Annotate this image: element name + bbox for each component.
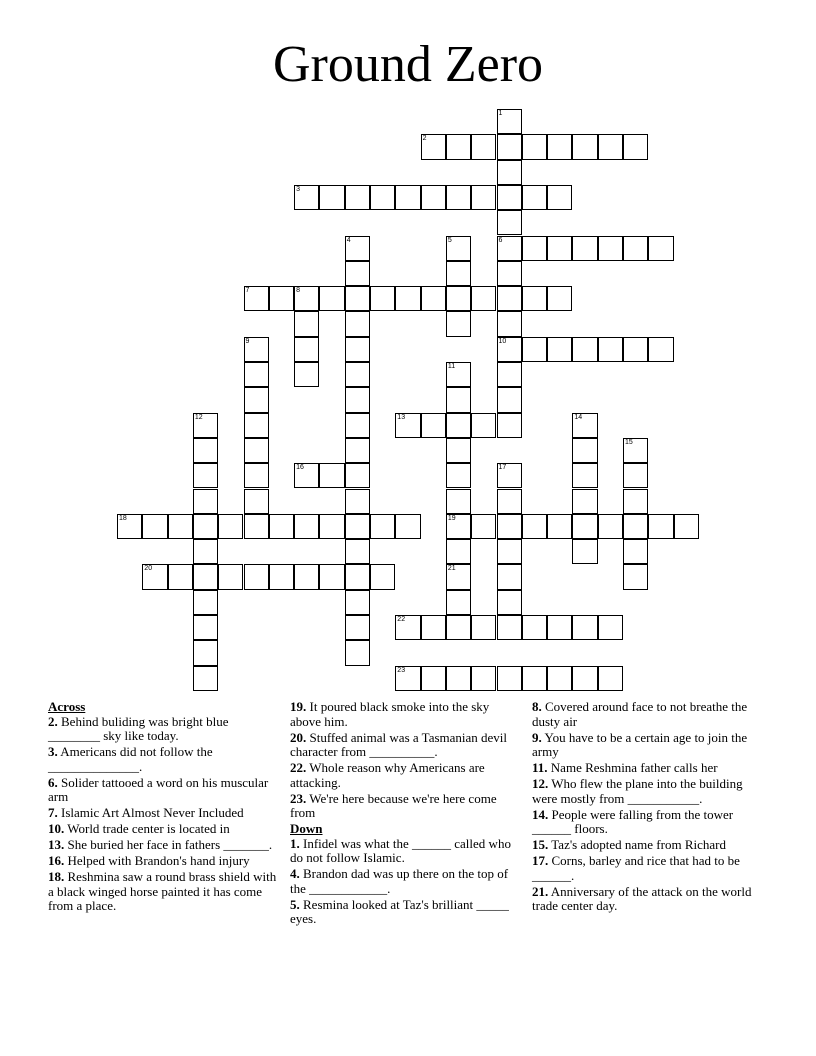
grid-cell[interactable] [446,666,471,691]
clue [532,885,764,914]
grid-cell[interactable] [497,539,522,564]
clue-text: Stuffed animal was a Tasmanian devil character from __________. [290,729,508,759]
grid-cell[interactable] [674,514,699,539]
grid-cell[interactable] [345,286,370,311]
grid-cell[interactable] [547,666,572,691]
grid-cell[interactable] [319,514,344,539]
grid-cell[interactable] [395,666,420,691]
clue-number: 2 [422,135,427,143]
clue-label: 22. [290,760,307,775]
grid-cell[interactable] [244,387,269,412]
clue-label: 1. [290,835,300,851]
grid-cell[interactable] [497,615,522,640]
grid-cell[interactable] [294,311,319,336]
clue-label: 15. [532,837,549,852]
grid-cell[interactable] [395,514,420,539]
grid-cell[interactable] [497,463,522,488]
grid-cell[interactable] [193,438,218,463]
grid-cell[interactable] [345,463,370,488]
grid-cell[interactable] [193,489,218,514]
clue [48,715,280,744]
clue [532,731,764,760]
clue-text: Behind buliding was bright blue ________ sky like today. [48,713,229,743]
clue-number: 14 [574,413,583,421]
grid-cell[interactable] [497,160,522,185]
down-heading: Down [290,821,323,836]
clue-label: 2. [48,713,58,729]
grid-cell[interactable] [522,514,547,539]
clue-text: People were falling from the tower ______ floors. [532,806,734,836]
grid-cell[interactable] [446,311,471,336]
grid-cell[interactable] [421,615,446,640]
clues-column-2 [290,700,522,928]
grid-cell[interactable] [294,286,319,311]
clue-text: You have to be a certain age to join the army [532,729,748,759]
across-heading: Across [48,699,86,714]
grid-cell[interactable] [294,185,319,210]
grid-cell[interactable] [294,463,319,488]
clue-number: 21 [447,565,456,573]
grid-cell[interactable] [269,564,294,589]
grid-cell[interactable] [244,337,269,362]
clue-text: Resmina looked at Taz's brilliant _____ eyes. [290,896,509,926]
grid-cell[interactable] [623,134,648,159]
clue-label: 18. [48,869,65,884]
grid-cell[interactable] [446,514,471,539]
grid-cell[interactable] [572,489,597,514]
clue-label: 7. [48,805,58,820]
grid-cell[interactable] [319,185,344,210]
clue [532,761,764,776]
grid-cell[interactable] [623,564,648,589]
clue [290,761,522,790]
grid-cell[interactable] [471,514,496,539]
clue-number: 13 [397,413,406,421]
clue [48,854,280,869]
clue-number: 17 [498,464,507,472]
grid-cell[interactable] [522,185,547,210]
clue [48,745,280,774]
clue-text: Helped with Brandon's hand injury [64,853,250,868]
clue-label: 4. [290,866,300,881]
grid-cell[interactable] [244,514,269,539]
clue-number: 9 [245,337,250,345]
grid-cell[interactable] [446,539,471,564]
grid-cell[interactable] [244,564,269,589]
grid-cell[interactable] [193,463,218,488]
grid-cell[interactable] [446,362,471,387]
clue-text: Taz's adopted name from Richard [548,837,726,852]
grid-cell[interactable] [497,286,522,311]
grid-cell[interactable] [370,286,395,311]
clue-number: 1 [498,110,503,117]
clue-text: We're here because we're here come from [290,790,497,820]
grid-cell[interactable] [446,286,471,311]
clue-text: Corns, barley and rice that had to be ______. [532,853,740,883]
grid-cell[interactable] [345,590,370,615]
clue [532,808,764,837]
clue-text: Covered around face to not breathe the dusty air [532,699,748,729]
grid-cell[interactable] [572,337,597,362]
grid-cell[interactable] [623,236,648,261]
grid-cell[interactable] [421,185,446,210]
grid-cell[interactable] [471,413,496,438]
grid-cell[interactable] [345,514,370,539]
grid-cell[interactable] [345,311,370,336]
grid-cell[interactable] [497,362,522,387]
clue-number: 8 [296,287,300,295]
clue-number: 3 [296,185,300,193]
grid-cell[interactable] [294,362,319,387]
grid-cell[interactable] [522,666,547,691]
clue-label: 23. [290,790,307,806]
grid-cell[interactable] [598,337,623,362]
grid-cell[interactable] [572,615,597,640]
grid-cell[interactable] [244,463,269,488]
clue-text: She buried her face in fathers _______. [64,837,273,852]
grid-cell[interactable] [446,463,471,488]
grid-cell[interactable] [522,337,547,362]
grid-cell[interactable] [446,564,471,589]
grid-cell[interactable] [193,539,218,564]
clue-label: 13. [48,837,65,852]
grid-cell[interactable] [497,514,522,539]
grid-cell[interactable] [572,236,597,261]
clue [48,776,280,805]
grid-cell[interactable] [193,514,218,539]
clue [532,854,764,883]
clue-label: 12. [532,776,549,791]
clue-number: 19 [447,514,456,522]
grid-cell[interactable] [598,134,623,159]
grid-cell[interactable] [345,261,370,286]
grid-cell[interactable] [522,134,547,159]
grid-cell[interactable] [522,615,547,640]
clue-number: 18 [119,514,127,522]
grid-cell[interactable] [471,666,496,691]
clue-text: Who flew the plane into the building were mostly from ___________. [532,776,743,806]
grid-cell[interactable] [168,514,193,539]
grid-cell[interactable] [497,666,522,691]
grid-cell[interactable] [522,286,547,311]
grid-cell[interactable] [218,564,243,589]
grid-cell[interactable] [345,362,370,387]
clue [48,870,280,914]
grid-cell[interactable] [497,564,522,589]
grid-cell[interactable] [623,463,648,488]
grid-cell[interactable] [370,564,395,589]
grid-cell[interactable] [471,185,496,210]
grid-cell[interactable] [572,413,597,438]
grid-cell[interactable] [345,539,370,564]
clue-number: 22 [397,616,406,623]
clue-number: 10 [498,337,507,345]
grid-cell[interactable] [497,413,522,438]
clue-text: Whole reason why Americans are attacking. [290,760,485,790]
grid-cell[interactable] [269,286,294,311]
grid-cell[interactable] [497,210,522,235]
grid-cell[interactable] [522,236,547,261]
clue-number: 5 [447,236,452,244]
clue-label: 8. [532,699,542,714]
clue-number: 15 [625,438,633,446]
grid-cell[interactable] [446,261,471,286]
grid-cell[interactable] [370,185,395,210]
grid-cell[interactable] [572,438,597,463]
grid-cell[interactable] [598,514,623,539]
clue-number: 4 [346,236,351,244]
grid-cell[interactable] [345,185,370,210]
grid-cell[interactable] [218,514,243,539]
grid-cell[interactable] [345,438,370,463]
grid-cell[interactable] [547,337,572,362]
grid-cell[interactable] [497,387,522,412]
grid-cell[interactable] [471,134,496,159]
clue-label: 6. [48,774,58,790]
grid-cell[interactable] [497,236,522,261]
clue [290,898,522,927]
grid-cell[interactable] [446,438,471,463]
clues-column-3 [532,700,764,915]
grid-cell[interactable] [345,615,370,640]
grid-cell[interactable] [345,564,370,589]
grid-cell[interactable] [142,564,167,589]
grid-cell[interactable] [598,615,623,640]
clue [290,837,522,866]
grid-cell[interactable] [193,640,218,665]
grid-cell[interactable] [446,185,471,210]
clue [290,792,522,821]
clue-label: 14. [532,806,549,822]
grid-cell[interactable] [497,590,522,615]
grid-cell[interactable] [193,666,218,691]
clue-number: 23 [397,666,406,674]
clue [532,777,764,806]
clue-text: Anniversary of the attack on the world trade center day. [532,883,752,913]
grid-cell[interactable] [294,337,319,362]
clue-number: 20 [144,565,153,573]
clue [532,838,764,853]
grid-cell[interactable] [345,413,370,438]
grid-cell[interactable] [168,564,193,589]
grid-cell[interactable] [547,185,572,210]
grid-cell[interactable] [648,337,673,362]
grid-cell[interactable] [345,387,370,412]
grid-cell[interactable] [421,134,446,159]
clue [48,838,280,853]
grid-cell[interactable] [497,109,522,134]
grid-cell[interactable] [497,134,522,159]
clue-label: 3. [48,744,58,759]
grid-cell[interactable] [142,514,167,539]
clue [48,806,280,821]
grid-cell[interactable] [598,236,623,261]
clues-column-1 [48,700,280,915]
grid-cell[interactable] [648,236,673,261]
grid-cell[interactable] [319,286,344,311]
grid-cell[interactable] [497,311,522,336]
grid-cell[interactable] [193,615,218,640]
grid-cell[interactable] [446,489,471,514]
grid-cell[interactable] [446,134,471,159]
grid-cell[interactable] [117,514,142,539]
clue-label: 17. [532,853,549,868]
grid-cell[interactable] [572,539,597,564]
grid-cell[interactable] [244,438,269,463]
clue-label: 10. [48,821,65,836]
grid-cell[interactable] [497,337,522,362]
grid-cell[interactable] [319,564,344,589]
grid-cell[interactable] [244,362,269,387]
grid-cell[interactable] [623,438,648,463]
grid-cell[interactable] [345,236,370,261]
grid-cell[interactable] [345,640,370,665]
grid-cell[interactable] [547,615,572,640]
grid-cell[interactable] [395,286,420,311]
clue-text: Brandon dad was up there on the top of the ____________. [290,866,509,896]
grid-cell[interactable] [547,514,572,539]
grid-cell[interactable] [497,489,522,514]
grid-cell[interactable] [395,413,420,438]
clue-number: 11 [447,363,456,370]
grid-cell[interactable] [497,185,522,210]
clue-number: 6 [498,236,503,244]
grid-cell[interactable] [598,666,623,691]
grid-cell[interactable] [547,236,572,261]
grid-cell[interactable] [446,413,471,438]
grid-cell[interactable] [572,514,597,539]
grid-cell[interactable] [623,337,648,362]
grid-cell[interactable] [497,261,522,286]
puzzle-title: Ground Zero [272,36,544,93]
grid-cell[interactable] [244,413,269,438]
grid-cell[interactable] [547,286,572,311]
grid-cell[interactable] [446,387,471,412]
grid-cell[interactable] [623,489,648,514]
grid-cell[interactable] [623,539,648,564]
clue [290,731,522,760]
clue-text: Name Reshmina father calls her [547,760,718,775]
grid-cell[interactable] [294,564,319,589]
clue-number: 12 [194,413,203,421]
grid-cell[interactable] [395,615,420,640]
clue-text: It poured black smoke into the sky above him. [290,699,490,729]
grid-cell[interactable] [421,286,446,311]
grid-cell[interactable] [471,286,496,311]
clue-text: Americans did not follow the ______________. [48,744,213,774]
clue-label: 20. [290,729,307,745]
grid-cell[interactable] [395,185,420,210]
grid-cell[interactable] [193,413,218,438]
grid-cell[interactable] [572,134,597,159]
grid-cell[interactable] [572,666,597,691]
grid-cell[interactable] [269,514,294,539]
clue-number: 7 [245,287,250,295]
clue [532,700,764,729]
grid-cell[interactable] [345,489,370,514]
grid-cell[interactable] [446,236,471,261]
grid-cell[interactable] [446,615,471,640]
grid-cell[interactable] [345,337,370,362]
clue [48,822,280,837]
grid-cell[interactable] [471,615,496,640]
grid-cell[interactable] [623,514,648,539]
grid-cell[interactable] [421,413,446,438]
grid-cell[interactable] [294,514,319,539]
grid-cell[interactable] [244,489,269,514]
clue-label: 11. [532,760,548,775]
clue [290,700,522,729]
clue-label: 16. [48,853,65,868]
grid-cell[interactable] [370,514,395,539]
grid-cell[interactable] [319,463,344,488]
clue-label: 5. [290,896,300,912]
clue-label: 21. [532,883,549,899]
grid-cell[interactable] [193,590,218,615]
clue-text: Solider tattooed a word on his muscular arm [48,774,269,804]
grid-cell[interactable] [244,286,269,311]
grid-cell[interactable] [648,514,673,539]
clue-number: 16 [296,464,304,472]
clue-label: 19. [290,699,307,714]
clue-text: Infidel was what the ______ called who do not follow Islamic. [290,835,511,865]
clue-text: Islamic Art Almost Never Included [57,805,244,820]
grid-cell[interactable] [193,564,218,589]
clue-text: World trade center is located in [64,821,230,836]
clue-label: 9. [532,729,542,745]
grid-cell[interactable] [572,463,597,488]
grid-cell[interactable] [547,134,572,159]
grid-cell[interactable] [446,590,471,615]
grid-cell[interactable] [421,666,446,691]
clue [290,867,522,896]
clue-text: Reshmina saw a round brass shield with a black winged horse painted it has come from a place. [48,869,277,913]
